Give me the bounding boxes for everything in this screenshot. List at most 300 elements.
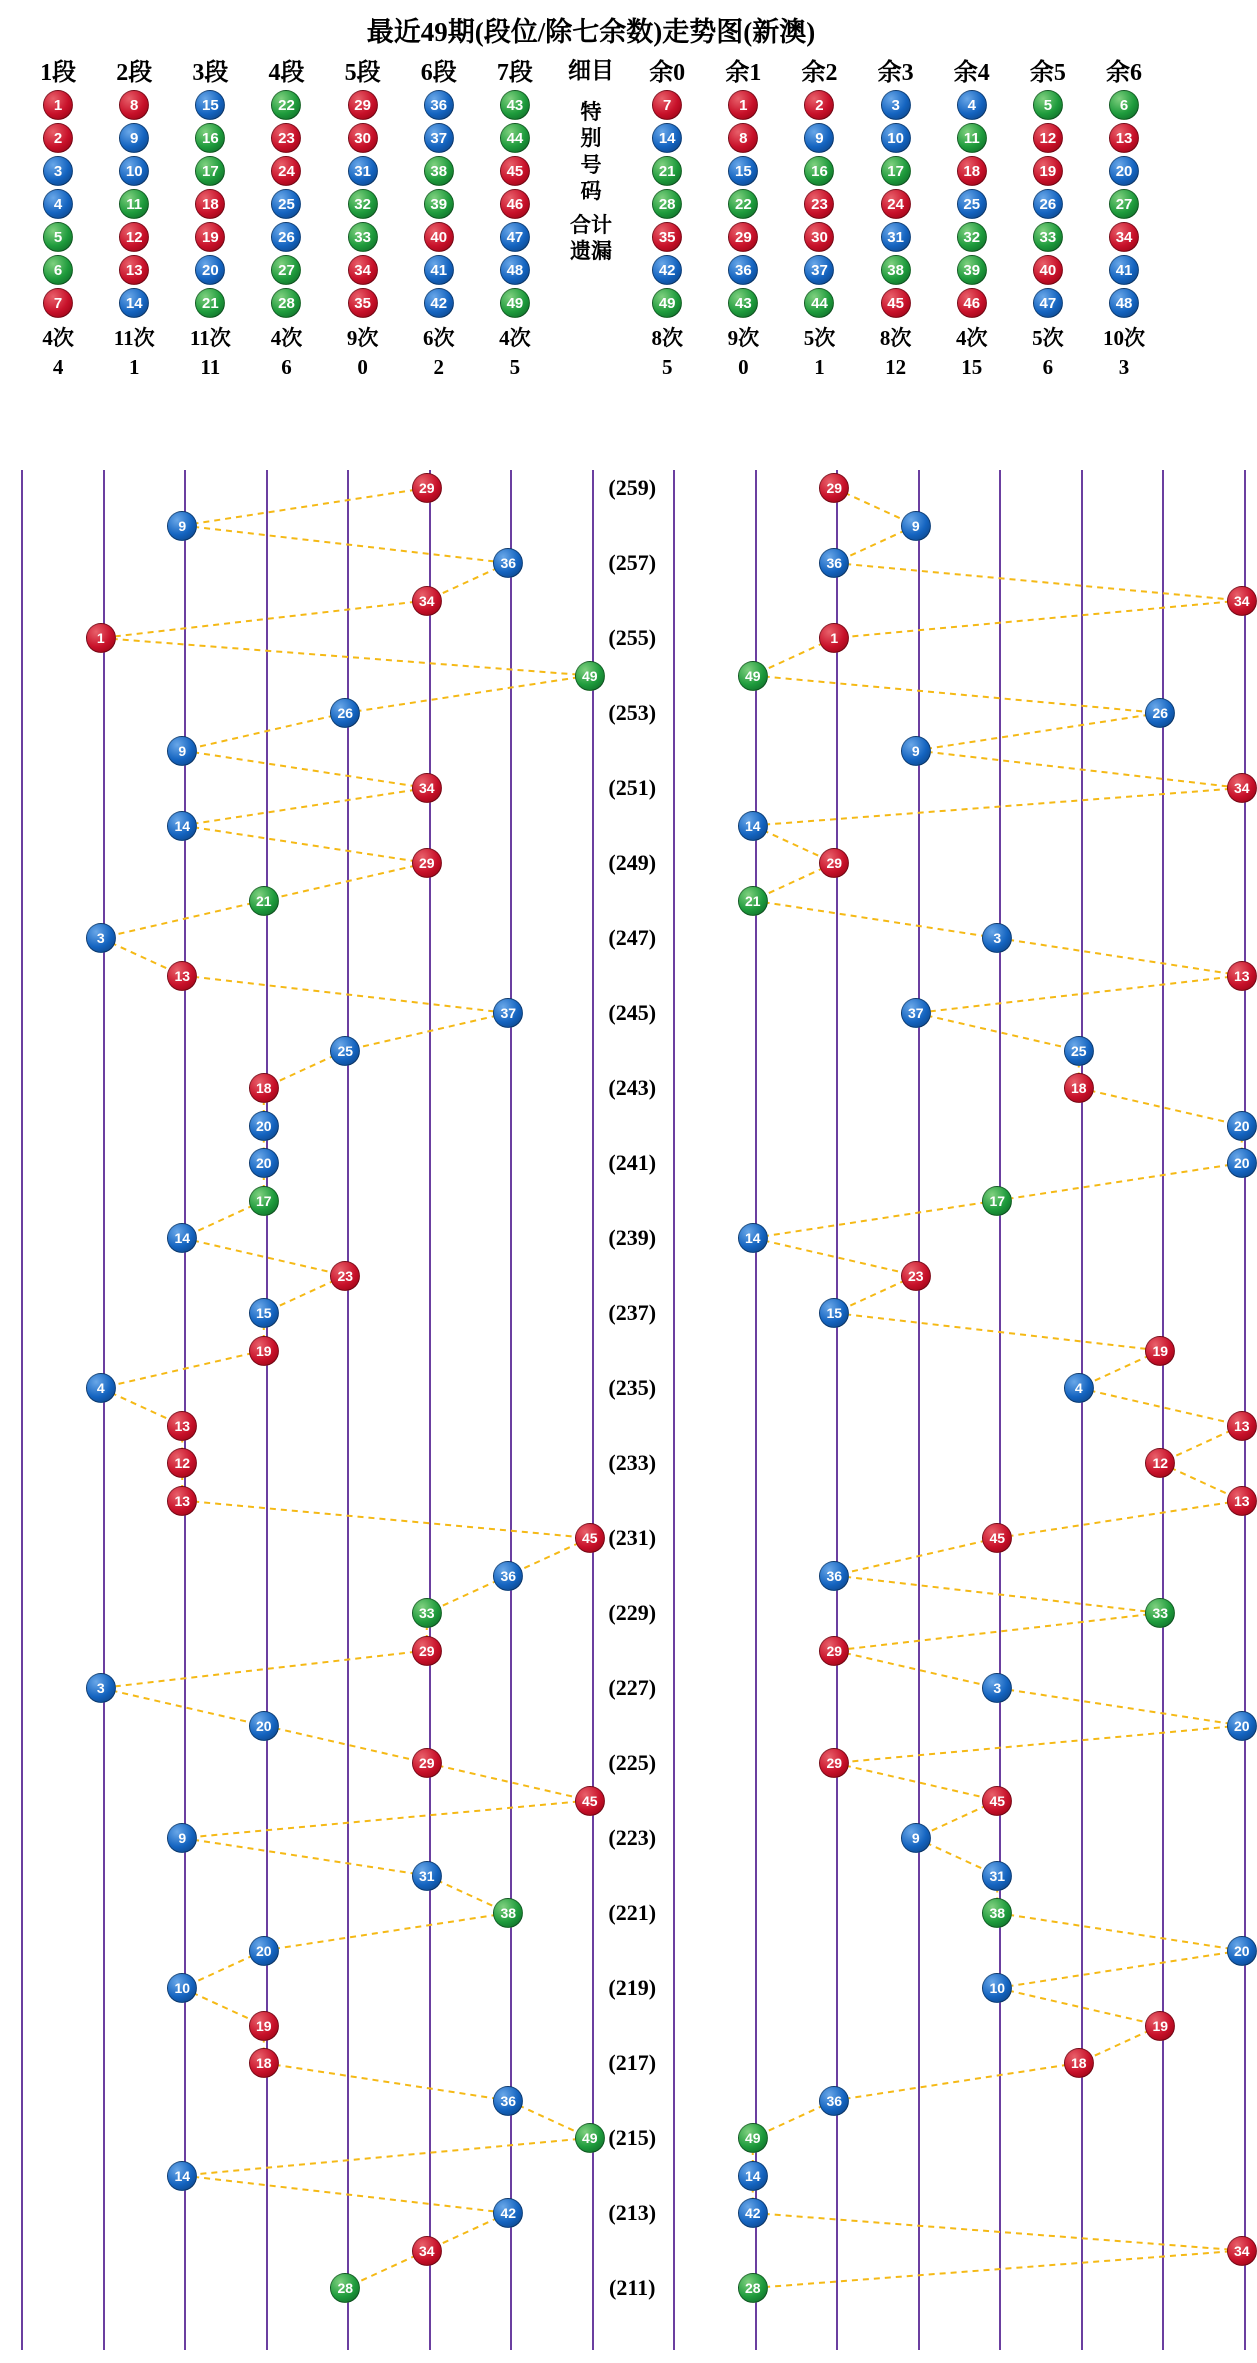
plot-ball-right-20[interactable]: 20 [1227, 1711, 1257, 1741]
ball-11[interactable]: 11 [119, 189, 149, 219]
ball-22[interactable]: 22 [271, 90, 301, 120]
period-label: (221) [608, 1900, 657, 1925]
plot-ball-left-49[interactable]: 49 [575, 2123, 605, 2153]
period-label: (249) [608, 850, 657, 875]
ball-14[interactable]: 14 [119, 288, 149, 318]
plot-area [20, 470, 1250, 2350]
ball-35[interactable]: 35 [652, 222, 682, 252]
plot-ball-right-36[interactable]: 36 [819, 548, 849, 578]
plot-ball-right-34[interactable]: 34 [1227, 2236, 1257, 2266]
column-miss: 1 [814, 355, 825, 379]
column-miss: 0 [738, 355, 749, 379]
plot-ball-right-9[interactable]: 9 [901, 736, 931, 766]
ball-44[interactable]: 44 [804, 288, 834, 318]
ball-22[interactable]: 22 [728, 189, 758, 219]
plot-ball-right-12[interactable]: 12 [1145, 1448, 1175, 1478]
ball-2[interactable]: 2 [43, 123, 73, 153]
header-column-right-3 [858, 52, 934, 380]
ball-47[interactable]: 47 [500, 222, 530, 252]
period-label: (229) [608, 1600, 657, 1625]
plot-ball-right-20[interactable]: 20 [1227, 1936, 1257, 1966]
column-label: 余4 [953, 60, 990, 86]
plot-ball-right-20[interactable]: 20 [1227, 1148, 1257, 1178]
ball-25[interactable]: 25 [271, 189, 301, 219]
plot-ball-left-36[interactable]: 36 [493, 1561, 523, 1591]
plot-ball-left-14[interactable]: 14 [167, 811, 197, 841]
ball-1[interactable]: 1 [43, 90, 73, 120]
plot-ball-right-33[interactable]: 33 [1145, 1598, 1175, 1628]
column-balls [325, 90, 401, 318]
plot-ball-left-37[interactable]: 37 [493, 998, 523, 1028]
ball-8[interactable]: 8 [119, 90, 149, 120]
ball-29[interactable]: 29 [728, 222, 758, 252]
plot-ball-right-15[interactable]: 15 [819, 1298, 849, 1328]
plot-ball-right-13[interactable]: 13 [1227, 1486, 1257, 1516]
period-label: (223) [608, 1825, 657, 1850]
ball-23[interactable]: 23 [271, 123, 301, 153]
column-balls [1086, 90, 1162, 318]
plot-ball-right-14[interactable]: 14 [738, 1223, 768, 1253]
plot-ball-right-1[interactable]: 1 [819, 623, 849, 653]
plot-ball-left-36[interactable]: 36 [493, 548, 523, 578]
plot-ball-right-18[interactable]: 18 [1064, 2048, 1094, 2078]
plot-ball-left-9[interactable]: 9 [167, 1823, 197, 1853]
header-table [20, 52, 1162, 380]
plot-ball-left-14[interactable]: 14 [167, 2161, 197, 2191]
ball-26[interactable]: 26 [1033, 189, 1063, 219]
period-label: (253) [608, 700, 657, 725]
ball-39[interactable]: 39 [957, 255, 987, 285]
page-title: 最近49期(段位/除七余数)走势图(新澳) [366, 17, 816, 47]
column-balls [705, 90, 781, 318]
ball-32[interactable]: 32 [957, 222, 987, 252]
ball-16[interactable]: 16 [804, 156, 834, 186]
ball-34[interactable]: 34 [1109, 222, 1139, 252]
period-label: (215) [608, 2125, 657, 2150]
ball-40[interactable]: 40 [1033, 255, 1063, 285]
header-column-right-0 [629, 52, 705, 380]
plot-ball-left-29[interactable]: 29 [412, 473, 442, 503]
column-count: 9次 [346, 326, 379, 350]
plot-ball-right-29[interactable]: 29 [819, 1748, 849, 1778]
column-balls [96, 90, 172, 318]
plot-ball-left-28[interactable]: 28 [330, 2273, 360, 2303]
plot-ball-left-34[interactable]: 34 [412, 586, 442, 616]
ball-9[interactable]: 9 [119, 123, 149, 153]
header-column-right-5 [1010, 52, 1086, 380]
column-label: 3段 [192, 60, 229, 86]
header-middle-column [553, 52, 629, 380]
period-label: (255) [608, 625, 657, 650]
period-label: (251) [608, 775, 657, 800]
plot-ball-right-36[interactable]: 36 [819, 1561, 849, 1591]
ball-32[interactable]: 32 [348, 189, 378, 219]
period-label: (239) [608, 1225, 657, 1250]
column-count: 5次 [803, 326, 836, 350]
ball-25[interactable]: 25 [957, 189, 987, 219]
plot-ball-left-20[interactable]: 20 [249, 1711, 279, 1741]
header-column-right-4 [934, 52, 1010, 380]
ball-13[interactable]: 13 [119, 255, 149, 285]
plot-ball-right-9[interactable]: 9 [901, 511, 931, 541]
ball-12[interactable]: 12 [1033, 123, 1063, 153]
plot-ball-right-29[interactable]: 29 [819, 473, 849, 503]
column-label: 余5 [1029, 60, 1066, 86]
plot-ball-right-25[interactable]: 25 [1064, 1036, 1094, 1066]
column-label: 余1 [725, 60, 762, 86]
ball-37[interactable]: 37 [424, 123, 454, 153]
ball-36[interactable]: 36 [728, 255, 758, 285]
plot-ball-left-26[interactable]: 26 [330, 698, 360, 728]
plot-ball-left-1[interactable]: 1 [86, 623, 116, 653]
plot-ball-left-34[interactable]: 34 [412, 773, 442, 803]
plot-ball-right-10[interactable]: 10 [982, 1973, 1012, 2003]
ball-48[interactable]: 48 [500, 255, 530, 285]
header-column-right-1 [705, 52, 781, 380]
ball-28[interactable]: 28 [652, 189, 682, 219]
column-balls [934, 90, 1010, 318]
header-column-left-5 [401, 52, 477, 380]
plot-ball-left-29[interactable]: 29 [412, 1748, 442, 1778]
header-column-right-2 [781, 52, 857, 380]
header-column-left-6 [477, 52, 553, 380]
header-column-left-3 [248, 52, 324, 380]
ball-3[interactable]: 3 [43, 156, 73, 186]
column-count: 5次 [1032, 326, 1064, 350]
column-balls [248, 90, 324, 318]
ball-31[interactable]: 31 [881, 222, 911, 252]
column-label: 余3 [877, 60, 914, 86]
column-label: 1段 [40, 60, 77, 86]
column-balls [781, 90, 857, 318]
period-label: (235) [608, 1375, 657, 1400]
ball-16[interactable]: 16 [195, 123, 225, 153]
ball-15[interactable]: 15 [195, 90, 225, 120]
ball-26[interactable]: 26 [271, 222, 301, 252]
plot-ball-right-49[interactable]: 49 [738, 661, 768, 691]
ball-27[interactable]: 27 [1109, 189, 1139, 219]
plot-ball-right-37[interactable]: 37 [901, 998, 931, 1028]
ball-11[interactable]: 11 [957, 123, 987, 153]
ball-7[interactable]: 7 [43, 288, 73, 318]
plot-ball-left-20[interactable]: 20 [249, 1111, 279, 1141]
ball-47[interactable]: 47 [1033, 288, 1063, 318]
column-label: 余0 [649, 60, 686, 86]
period-label: (211) [609, 2275, 656, 2300]
plot-ball-right-29[interactable]: 29 [819, 848, 849, 878]
ball-39[interactable]: 39 [424, 189, 454, 219]
ball-45[interactable]: 45 [881, 288, 911, 318]
plot-ball-right-38[interactable]: 38 [982, 1898, 1012, 1928]
ball-7[interactable]: 7 [652, 90, 682, 120]
column-label: 5段 [344, 60, 381, 86]
plot-ball-right-36[interactable]: 36 [819, 2086, 849, 2116]
plot-ball-left-10[interactable]: 10 [167, 1973, 197, 2003]
ball-42[interactable]: 42 [652, 255, 682, 285]
grid-line-14 [1162, 470, 1164, 2350]
ball-17[interactable]: 17 [195, 156, 225, 186]
middle-sum-label: 合计 遗漏 [570, 213, 613, 264]
column-label: 4段 [268, 60, 305, 86]
ball-18[interactable]: 18 [195, 189, 225, 219]
plot-ball-left-9[interactable]: 9 [167, 511, 197, 541]
column-label: 余2 [801, 60, 838, 86]
plot-ball-right-23[interactable]: 23 [901, 1261, 931, 1291]
ball-48[interactable]: 48 [1109, 288, 1139, 318]
period-label: (217) [608, 2050, 657, 2075]
plot-ball-left-49[interactable]: 49 [575, 661, 605, 691]
plot-ball-right-3[interactable]: 3 [982, 1673, 1012, 1703]
plot-ball-right-14[interactable]: 14 [738, 811, 768, 841]
ball-21[interactable]: 21 [195, 288, 225, 318]
column-count: 4次 [42, 326, 74, 350]
ball-42[interactable]: 42 [424, 288, 454, 318]
header-column-left-4 [325, 52, 401, 380]
ball-46[interactable]: 46 [500, 189, 530, 219]
ball-19[interactable]: 19 [195, 222, 225, 252]
column-miss: 3 [1118, 355, 1130, 379]
plot-ball-left-19[interactable]: 19 [249, 1336, 279, 1366]
ball-27[interactable]: 27 [271, 255, 301, 285]
ball-8[interactable]: 8 [728, 123, 758, 153]
column-miss: 6 [281, 355, 292, 379]
period-label: (247) [608, 925, 657, 950]
ball-20[interactable]: 20 [195, 255, 225, 285]
column-balls [20, 90, 96, 318]
period-label: (225) [608, 1750, 657, 1775]
column-count: 4次 [956, 326, 988, 350]
period-label: (259) [608, 475, 657, 500]
ball-29[interactable]: 29 [348, 90, 378, 120]
ball-44[interactable]: 44 [500, 123, 530, 153]
header-column-left-1 [96, 52, 172, 380]
ball-19[interactable]: 19 [1033, 156, 1063, 186]
column-balls [172, 90, 248, 318]
column-count: 4次 [270, 326, 303, 350]
plot-ball-right-45[interactable]: 45 [982, 1786, 1012, 1816]
ball-33[interactable]: 33 [348, 222, 378, 252]
ball-14[interactable]: 14 [652, 123, 682, 153]
ball-6[interactable]: 6 [43, 255, 73, 285]
plot-ball-left-42[interactable]: 42 [493, 2198, 523, 2228]
column-balls [477, 90, 553, 318]
ball-43[interactable]: 43 [500, 90, 530, 120]
plot-ball-right-18[interactable]: 18 [1064, 1073, 1094, 1103]
ball-35[interactable]: 35 [348, 288, 378, 318]
column-count: 8次 [879, 326, 912, 350]
ball-12[interactable]: 12 [119, 222, 149, 252]
ball-2[interactable]: 2 [804, 90, 834, 120]
plot-ball-left-29[interactable]: 29 [412, 1636, 442, 1666]
header-column-left-0 [20, 52, 96, 380]
plot-ball-left-13[interactable]: 13 [167, 1486, 197, 1516]
period-label: (227) [608, 1675, 657, 1700]
column-count: 6次 [423, 326, 455, 350]
ball-20[interactable]: 20 [1109, 156, 1139, 186]
ball-4[interactable]: 4 [957, 90, 987, 120]
plot-ball-right-4[interactable]: 4 [1064, 1373, 1094, 1403]
column-balls [401, 90, 477, 318]
ball-6[interactable]: 6 [1109, 90, 1139, 120]
ball-21[interactable]: 21 [652, 156, 682, 186]
ball-10[interactable]: 10 [881, 123, 911, 153]
plot-ball-right-13[interactable]: 13 [1227, 1411, 1257, 1441]
ball-4[interactable]: 4 [43, 189, 73, 219]
plot-ball-left-38[interactable]: 38 [493, 1898, 523, 1928]
plot-ball-right-3[interactable]: 3 [982, 923, 1012, 953]
plot-ball-left-29[interactable]: 29 [412, 848, 442, 878]
column-miss: 4 [52, 355, 64, 379]
ball-17[interactable]: 17 [881, 156, 911, 186]
plot-ball-left-9[interactable]: 9 [167, 736, 197, 766]
ball-38[interactable]: 38 [881, 255, 911, 285]
column-label: 6段 [420, 60, 457, 86]
ball-5[interactable]: 5 [43, 222, 73, 252]
plot-ball-left-31[interactable]: 31 [412, 1861, 442, 1891]
plot-ball-left-19[interactable]: 19 [249, 2011, 279, 2041]
column-label: 7段 [496, 60, 533, 86]
ball-49[interactable]: 49 [652, 288, 682, 318]
plot-ball-left-20[interactable]: 20 [249, 1148, 279, 1178]
plot-ball-left-45[interactable]: 45 [575, 1786, 605, 1816]
column-miss: 15 [961, 355, 983, 379]
plot-ball-right-17[interactable]: 17 [982, 1186, 1012, 1216]
column-miss: 5 [661, 355, 673, 379]
column-miss: 6 [1042, 355, 1054, 379]
plot-ball-left-13[interactable]: 13 [167, 1411, 197, 1441]
ball-9[interactable]: 9 [804, 123, 834, 153]
column-balls [1010, 90, 1086, 318]
period-label: (237) [608, 1300, 657, 1325]
plot-ball-left-13[interactable]: 13 [167, 961, 197, 991]
plot-ball-left-18[interactable]: 18 [249, 2048, 279, 2078]
plot-ball-right-19[interactable]: 19 [1145, 1336, 1175, 1366]
plot-ball-right-45[interactable]: 45 [982, 1523, 1012, 1553]
ball-28[interactable]: 28 [271, 288, 301, 318]
column-miss: 12 [885, 355, 907, 379]
column-label: 2段 [116, 60, 153, 86]
plot-ball-left-23[interactable]: 23 [330, 1261, 360, 1291]
ball-30[interactable]: 30 [804, 222, 834, 252]
ball-41[interactable]: 41 [1109, 255, 1139, 285]
period-label: (245) [608, 1000, 657, 1025]
column-miss: 1 [128, 355, 140, 379]
plot-ball-right-21[interactable]: 21 [738, 886, 768, 916]
middle-title: 细目 [568, 58, 615, 83]
ball-24[interactable]: 24 [271, 156, 301, 186]
column-count: 11次 [189, 326, 231, 350]
plot-ball-right-13[interactable]: 13 [1227, 961, 1257, 991]
ball-45[interactable]: 45 [500, 156, 530, 186]
column-count: 11次 [113, 326, 155, 350]
plot-ball-left-17[interactable]: 17 [249, 1186, 279, 1216]
ball-10[interactable]: 10 [119, 156, 149, 186]
plot-ball-left-25[interactable]: 25 [330, 1036, 360, 1066]
ball-5[interactable]: 5 [1033, 90, 1063, 120]
plot-ball-left-15[interactable]: 15 [249, 1298, 279, 1328]
header-column-left-2 [172, 52, 248, 380]
ball-24[interactable]: 24 [881, 189, 911, 219]
plot-ball-right-42[interactable]: 42 [738, 2198, 768, 2228]
plot-ball-left-12[interactable]: 12 [167, 1448, 197, 1478]
ball-37[interactable]: 37 [804, 255, 834, 285]
ball-3[interactable]: 3 [881, 90, 911, 120]
ball-30[interactable]: 30 [348, 123, 378, 153]
column-miss: 11 [200, 355, 221, 379]
column-miss: 5 [509, 355, 521, 379]
column-miss: 2 [433, 355, 445, 379]
header-column-right-6 [1086, 52, 1162, 380]
plot-ball-left-3[interactable]: 3 [86, 1673, 116, 1703]
ball-43[interactable]: 43 [728, 288, 758, 318]
ball-41[interactable]: 41 [424, 255, 454, 285]
period-label: (241) [608, 1150, 657, 1175]
ball-40[interactable]: 40 [424, 222, 454, 252]
plot-ball-right-34[interactable]: 34 [1227, 773, 1257, 803]
ball-15[interactable]: 15 [728, 156, 758, 186]
plot-ball-left-45[interactable]: 45 [575, 1523, 605, 1553]
header-row [20, 52, 1162, 380]
period-label: (233) [608, 1450, 657, 1475]
plot-ball-left-21[interactable]: 21 [249, 886, 279, 916]
plot-ball-right-14[interactable]: 14 [738, 2161, 768, 2191]
column-count: 10次 [1103, 326, 1146, 350]
ball-18[interactable]: 18 [957, 156, 987, 186]
plot-ball-right-28[interactable]: 28 [738, 2273, 768, 2303]
plot-ball-left-33[interactable]: 33 [412, 1598, 442, 1628]
plot-ball-left-14[interactable]: 14 [167, 1223, 197, 1253]
ball-23[interactable]: 23 [804, 189, 834, 219]
column-count: 8次 [651, 326, 683, 350]
ball-38[interactable]: 38 [424, 156, 454, 186]
plot-ball-left-18[interactable]: 18 [249, 1073, 279, 1103]
plot-ball-right-31[interactable]: 31 [982, 1861, 1012, 1891]
ball-34[interactable]: 34 [348, 255, 378, 285]
ball-49[interactable]: 49 [500, 288, 530, 318]
plot-ball-right-26[interactable]: 26 [1145, 698, 1175, 728]
plot-ball-right-29[interactable]: 29 [819, 1636, 849, 1666]
column-miss: 0 [357, 355, 368, 379]
ball-33[interactable]: 33 [1033, 222, 1063, 252]
ball-36[interactable]: 36 [424, 90, 454, 120]
ball-46[interactable]: 46 [957, 288, 987, 318]
plot-ball-right-34[interactable]: 34 [1227, 586, 1257, 616]
plot-ball-left-3[interactable]: 3 [86, 923, 116, 953]
column-count: 4次 [499, 326, 531, 350]
ball-31[interactable]: 31 [348, 156, 378, 186]
ball-1[interactable]: 1 [728, 90, 758, 120]
plot-ball-right-9[interactable]: 9 [901, 1823, 931, 1853]
period-label: (243) [608, 1075, 657, 1100]
plot-ball-right-20[interactable]: 20 [1227, 1111, 1257, 1141]
column-label: 余6 [1106, 60, 1143, 86]
plot-ball-left-34[interactable]: 34 [412, 2236, 442, 2266]
period-label: (219) [608, 1975, 657, 2000]
plot-ball-left-20[interactable]: 20 [249, 1936, 279, 1966]
middle-vertical-label: 特 别 号 码 [580, 100, 602, 203]
plot-ball-right-49[interactable]: 49 [738, 2123, 768, 2153]
ball-13[interactable]: 13 [1109, 123, 1139, 153]
column-balls [629, 90, 705, 318]
period-label: (231) [608, 1525, 657, 1550]
column-count: 9次 [727, 326, 760, 350]
plot-ball-left-4[interactable]: 4 [86, 1373, 116, 1403]
column-balls [858, 90, 934, 318]
period-label: (213) [608, 2200, 657, 2225]
plot-ball-left-36[interactable]: 36 [493, 2086, 523, 2116]
plot-ball-right-19[interactable]: 19 [1145, 2011, 1175, 2041]
period-label: (257) [608, 550, 657, 575]
